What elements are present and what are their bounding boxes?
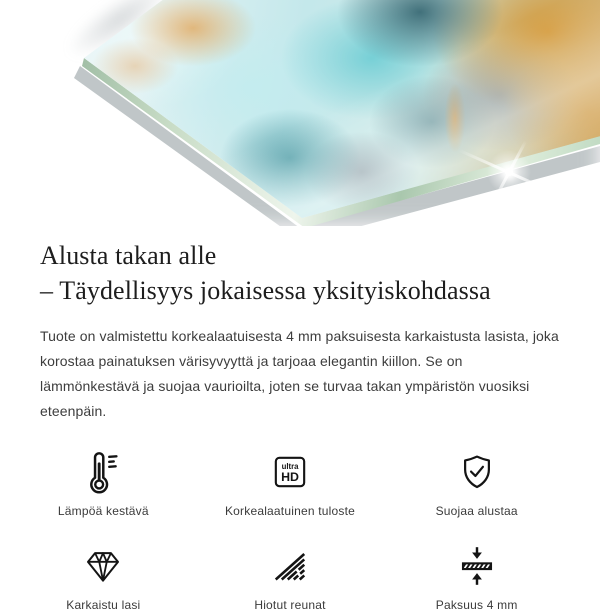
feature-label: Suojaa alustaa (436, 504, 518, 518)
diamond-icon (83, 542, 123, 590)
feature-tempered-glass (10, 542, 197, 612)
feature-label: Lämpöä kestävä (58, 504, 149, 518)
thickness-icon (456, 542, 498, 590)
page-title (40, 238, 560, 308)
product-description: Tuote on valmistettu korkealaatuisesta 4 mm paksuisesta karkaistusta lasista, joka korostaa painatuksen värisyvyyttä ja tarjoaa elegantin kiillon. Se on lämmönkestävä ja suojaa vaurioilta, joten se turvaa takan ympäristön vuosiksi eteenpäin. (40, 324, 564, 424)
polished-edges-icon (272, 542, 308, 590)
feature-label: Karkaistu lasi (66, 598, 140, 612)
shield-check-icon (458, 448, 496, 496)
page-title-line2: – Täydellisyys jokaisessa yksityiskohdassa (40, 276, 491, 305)
thermometer-icon (80, 448, 126, 496)
feature-heat-resistant (10, 448, 197, 518)
features-grid (10, 448, 570, 612)
feature-ultra-hd-print (197, 448, 384, 518)
page-title-line1: Alusta takan alle (40, 241, 216, 270)
ultra-hd-badge-bottom: HD (281, 470, 299, 484)
feature-polished-edges (197, 542, 384, 612)
ultra-hd-badge-top: ultra (282, 462, 300, 471)
feature-label: Paksuus 4 mm (436, 598, 518, 612)
product-image (0, 0, 600, 226)
feature-thickness (383, 542, 570, 612)
feature-label: Korkealaatuinen tuloste (225, 504, 355, 518)
ultra-hd-icon (273, 448, 307, 496)
feature-label: Hiotut reunat (254, 598, 325, 612)
feature-protects-surface (383, 448, 570, 518)
